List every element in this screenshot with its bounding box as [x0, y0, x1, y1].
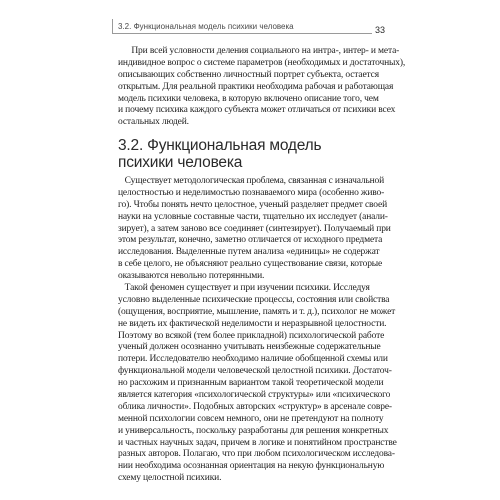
text-line: и частных научных задач, причем в логике и понятийном пространстве [118, 437, 397, 448]
text-line: науки на условные составные части, тщательно их исследует (анали- [118, 211, 388, 222]
header-corner-mark [112, 19, 113, 33]
text-line: модель психики человека, в которую включено описание того, чем [118, 93, 379, 104]
text-line: схему целостной психики. [118, 473, 222, 484]
text-line: зирует), а затем заново все соединяет (синтезирует). Получаемый при [118, 223, 391, 234]
section-heading-line: 3.2. Функциональная модель [118, 137, 322, 154]
section-body-text [118, 176, 397, 485]
text-line: но расхожим и признанным вариантом такой теоретической модели [118, 378, 384, 389]
text-line: разных авторов. Полагаю, что при любом психологическом исследова- [118, 449, 395, 460]
text-line: остальных людей. [118, 117, 189, 128]
section-heading-line: психики человека [118, 154, 243, 171]
header-rule [112, 33, 372, 34]
text-line: Такой феномен существует и при изучении психики. Исследуя [118, 283, 370, 294]
text-line: описывающих собственно личностный портрет субъекта, остается [118, 69, 379, 80]
text-line: нии необходима осознанная ориентация на некую функциональную [118, 461, 385, 472]
text-line: ученый должен осознанно учитывать неизбежные содержательные [118, 342, 381, 353]
page-number: 33 [375, 25, 386, 35]
text-line: оказываются невольно потерянными. [118, 271, 265, 282]
text-line: является категория «психологической структуры» или «психического [118, 390, 391, 401]
text-line: потери. Исследователю необходимо наличие обобщенной схемы или [118, 354, 388, 365]
text-line: При всей условности деления социального на интра-, интер- и мета- [118, 46, 400, 56]
text-line: условно выделенные психические процессы, состояния или свойства [118, 294, 390, 305]
text-line: Поэтому во всякой (тем более прикладной) психологической работе [118, 330, 385, 341]
text-line: менной психологии совсем немного, они не претендуют на полноту [118, 413, 384, 424]
text-line: облика личности». Подобных авторских «структур» в арсенале совре- [118, 401, 392, 412]
text-line: и универсальность, поскольку разработаны для решения конкретных [118, 425, 389, 436]
text-line: исследования. Выделенные путем анализа «единицы» не содержат [118, 247, 380, 258]
intro-paragraph [118, 46, 405, 129]
text-line: го). Чтобы понять нечто целостное, ученый разделяет предмет своей [118, 199, 388, 210]
section-heading [118, 137, 321, 171]
text-line: в себе целого, не объясняют реально существование связи, которые [118, 259, 383, 270]
text-line: не видеть их фактической неделимости и неразрывной целостности. [118, 318, 387, 329]
text-line: функциональной модели человеческой целостной психики. Достаточ- [118, 366, 392, 377]
text-line: целостностью и неделимостью познаваемого мира (особенно живо- [118, 187, 385, 198]
text-line: этом результат, конечно, заметно отличается от исходного предмета [118, 235, 383, 246]
text-line: и почему психика каждого субъекта может отличаться от психики всех [118, 105, 396, 116]
text-line: индивидное вопрос о системе параметров (необходимых и достаточных), [118, 57, 406, 68]
running-header: 3.2. Функциональная модель психики человека [118, 22, 294, 31]
text-line: (ощущения, восприятие, мышление, память и т. д.), психолог не может [118, 306, 396, 317]
text-line: открытым. Для реальной практики необходима рабочая и работающая [118, 81, 394, 92]
text-line: Существует методологическая проблема, связанная с изначальной [118, 176, 385, 186]
